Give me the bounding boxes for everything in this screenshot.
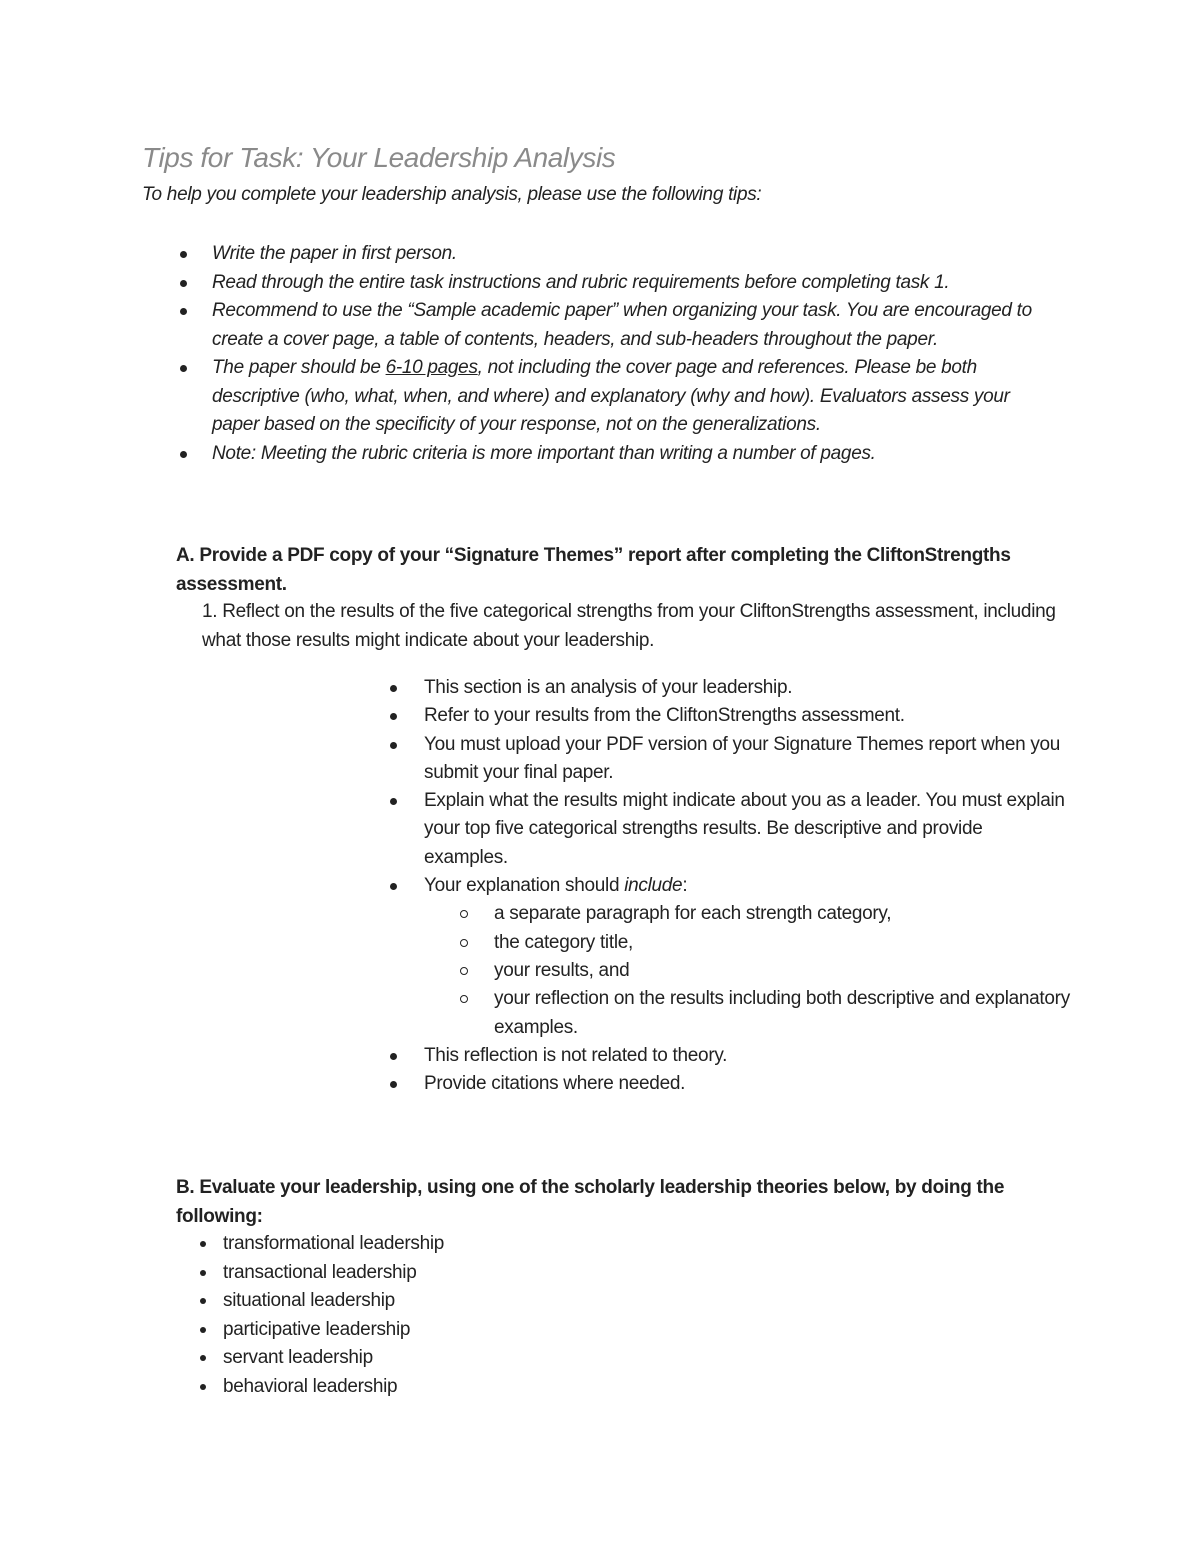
bullet-text: Explain what the results might indicate about you as a leader. You must explain your top five categorical strengths results. Be descriptive and provide examples. (424, 790, 1065, 868)
list-item (390, 702, 1070, 730)
bullet-text: You must upload your PDF version of your Signature Themes report when you submit your final paper. (424, 733, 1061, 783)
explanation-after: : (682, 875, 688, 897)
sub-bullet-text: your results, and (494, 959, 630, 981)
circle-bullet-icon (460, 967, 468, 975)
bullet-icon (200, 1298, 206, 1304)
theory-text: situational leadership (223, 1290, 395, 1311)
bullet-text: Provide citations where needed. (424, 1073, 686, 1095)
explanation-italic: include (624, 875, 683, 897)
leadership-theories-list (200, 1230, 444, 1401)
list-item (200, 1259, 444, 1288)
list-item (460, 929, 1070, 957)
circle-bullet-icon (460, 939, 468, 947)
theory-text: transformational leadership (223, 1233, 445, 1254)
section-b-heading: B. Evaluate your leadership, using one of the scholarly leadership theories below, by doing the following: (176, 1177, 1005, 1227)
theory-text: transactional leadership (223, 1261, 417, 1283)
bullet-icon (200, 1384, 206, 1390)
list-item (200, 1287, 444, 1316)
list-item (460, 985, 1070, 1042)
section-a-bullets (390, 674, 1070, 1098)
explanation-before: Your explanation should (424, 875, 625, 897)
bullet-icon (200, 1327, 206, 1333)
page-subtitle: To help you complete your leadership analysis, please use the following tips: (142, 184, 762, 205)
bullet-text: Refer to your results from the CliftonStrengths assessment. (424, 705, 905, 727)
bullet-icon (200, 1355, 206, 1361)
list-item (200, 1344, 444, 1373)
tip-text: Read through the entire task instructions and rubric requirements before completing task 1. (212, 271, 950, 293)
explanation-sub-list (460, 900, 1070, 1041)
bullet-icon (390, 1081, 397, 1088)
bullet-icon (200, 1270, 206, 1276)
bullet-icon (180, 251, 187, 258)
tips-list (180, 240, 1060, 468)
page-count-underlined: 6-10 pages (385, 357, 478, 378)
tip-text: Note: Meeting the rubric criteria is more important than writing a number of pages. (212, 442, 876, 464)
list-item (390, 674, 1070, 702)
bullet-icon (180, 451, 187, 458)
list-item (180, 297, 1060, 354)
list-item (390, 872, 1070, 1042)
bullet-icon (390, 798, 397, 805)
bullet-icon (390, 883, 397, 890)
bullet-text: This reflection is not related to theory. (424, 1044, 728, 1066)
list-item (180, 240, 1060, 269)
bullet-icon (390, 742, 397, 749)
list-item (390, 1042, 1070, 1070)
bullet-icon (390, 713, 397, 720)
list-item (200, 1230, 444, 1259)
tip-text-before: The paper should be (212, 357, 386, 378)
bullet-icon (390, 1053, 397, 1060)
bullet-text: This section is an analysis of your leadership. (424, 677, 793, 698)
sub-bullet-text: a separate paragraph for each strength category, (494, 903, 892, 925)
sub-bullet-text: your reflection on the results including both descriptive and explanatory examples. (494, 988, 1070, 1038)
list-item (180, 269, 1060, 298)
theory-text: participative leadership (223, 1318, 411, 1340)
bullet-icon (180, 365, 187, 372)
bullet-icon (200, 1241, 206, 1247)
page-title: Tips for Task: Your Leadership Analysis (142, 142, 616, 173)
circle-bullet-icon (460, 910, 468, 918)
theory-text: servant leadership (223, 1347, 373, 1368)
bullet-icon (390, 685, 397, 692)
theory-text: behavioral leadership (223, 1375, 398, 1397)
list-item (390, 787, 1070, 872)
list-item (180, 354, 1060, 440)
tip-text: Write the paper in first person. (212, 243, 457, 264)
section-a-heading: A. Provide a PDF copy of your “Signature Themes” report after completing the CliftonStrengths assessment. (176, 545, 1011, 595)
section-a-item-1: 1. Reflect on the results of the five categorical strengths from your CliftonStrengths assessment, including what those results might indicate about your leadership. (202, 601, 1056, 651)
list-item (390, 731, 1070, 788)
sub-bullet-text: the category title, (494, 931, 633, 953)
list-item (390, 1070, 1070, 1098)
list-item (460, 900, 1070, 928)
list-item (460, 957, 1070, 985)
list-item (200, 1316, 444, 1345)
list-item (180, 440, 1060, 469)
bullet-icon (180, 280, 187, 287)
tip-text-after: , not including the cover page and references. Please be both descriptive (who, what, when, and where) and explanatory (why and how). Evaluators assess your paper based on the specificity of your response, not on the generalizations. (212, 357, 1010, 435)
tip-text: Recommend to use the “Sample academic paper” when organizing your task. You are encouraged to create a cover page, a table of contents, headers, and sub-headers throughout the paper. (212, 300, 1032, 350)
circle-bullet-icon (460, 995, 468, 1003)
list-item (200, 1373, 444, 1402)
bullet-icon (180, 308, 187, 315)
